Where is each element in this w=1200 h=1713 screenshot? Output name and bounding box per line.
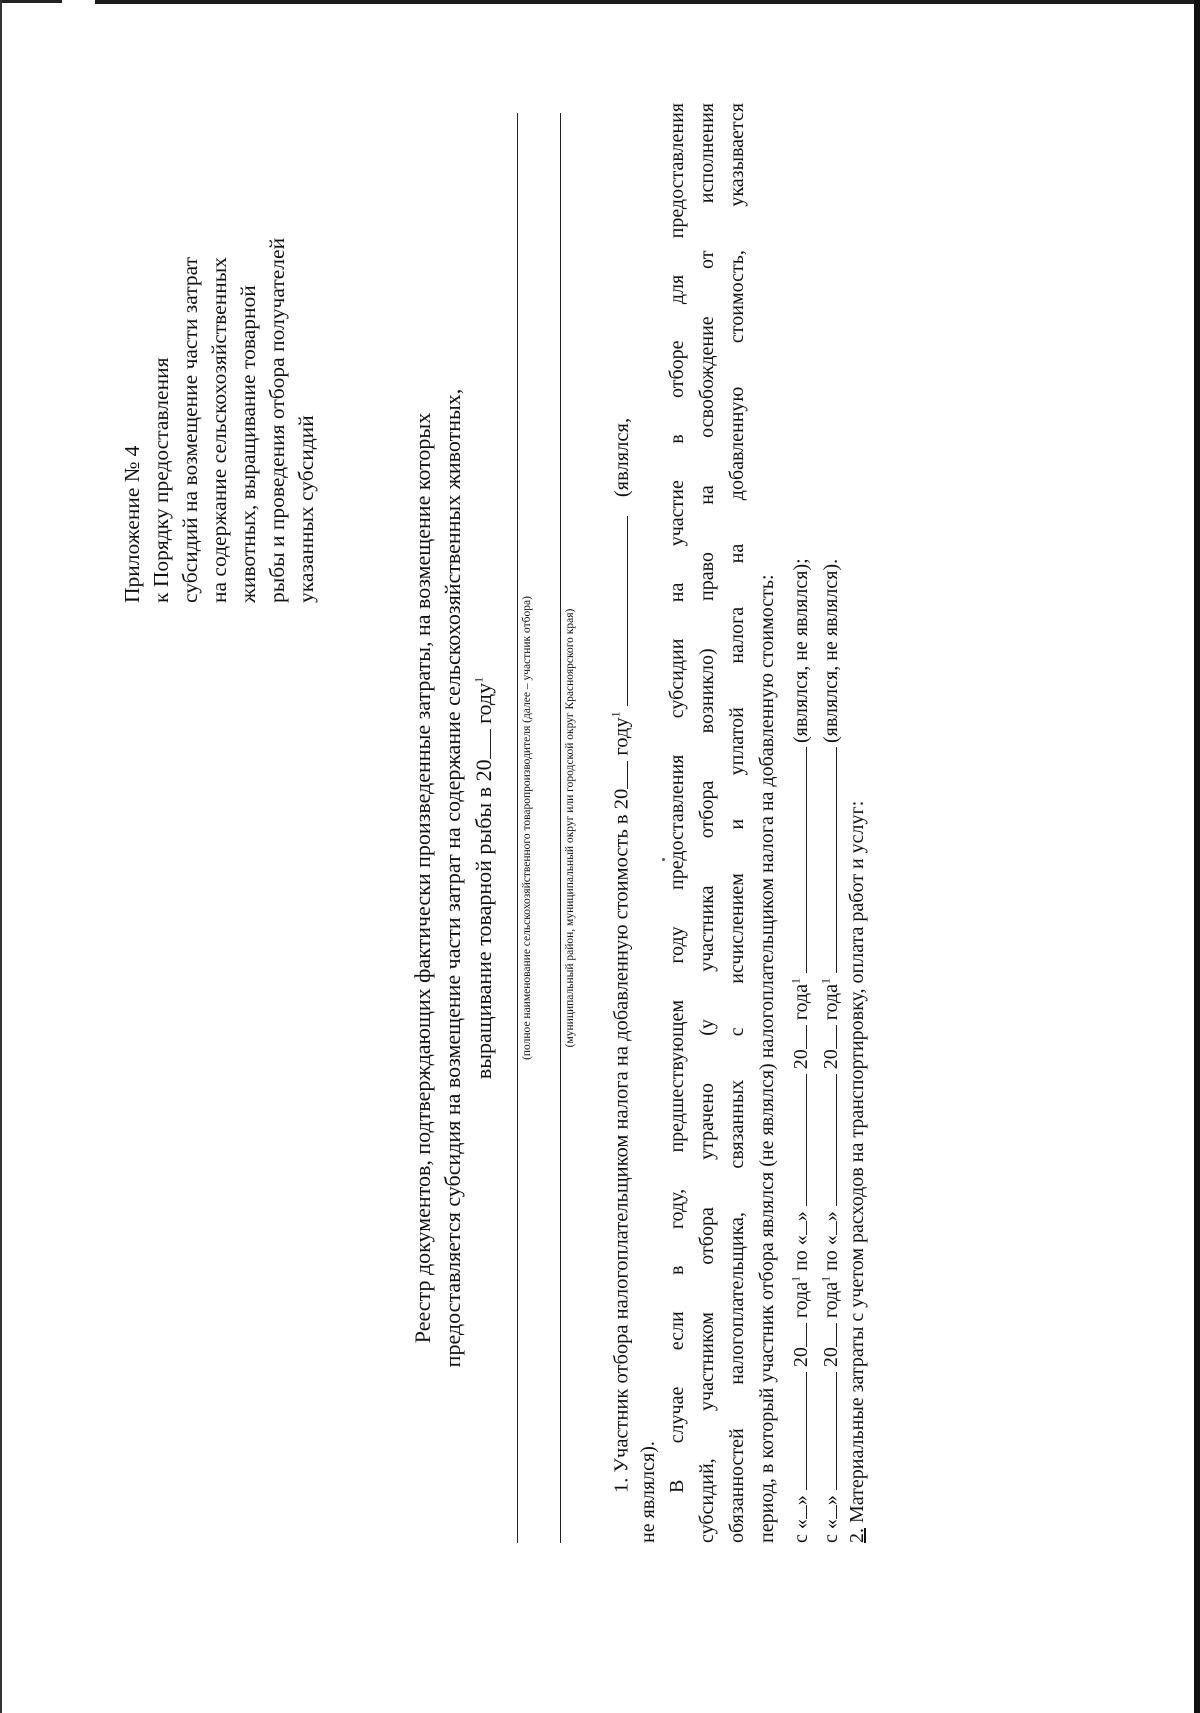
footnote-mark: 1 bbox=[818, 1275, 833, 1282]
year-blank bbox=[606, 761, 628, 789]
para2-line: обязанностей налогоплательщика, связанных с исчислением и уплатой налога на добавленную стоимость, указывается bbox=[726, 103, 748, 1543]
para2-line: субсидий, участником отбора утрачено (у участника отбора возникло) право на освобождение от исполнения bbox=[696, 103, 718, 1543]
period-status: (являлся, не являлся) bbox=[820, 563, 842, 744]
quote-close: » bbox=[820, 1495, 842, 1506]
title-year-word: году bbox=[471, 682, 496, 724]
appendix-line: животных, выращивание товарной bbox=[236, 285, 260, 603]
year-prefix: 20 bbox=[820, 1049, 842, 1070]
footnote-mark: 1 bbox=[788, 1275, 803, 1282]
title-year-prefix: выращивание товарной рыбы в 20 bbox=[471, 759, 496, 1080]
year-blank bbox=[786, 1025, 807, 1049]
year-prefix: 20 bbox=[790, 1347, 812, 1368]
status-blank bbox=[786, 747, 807, 973]
year-word: года bbox=[820, 984, 842, 1021]
para1-continuation: не являлся). bbox=[637, 1441, 659, 1543]
day-blank bbox=[816, 1505, 837, 1519]
year-word: года bbox=[820, 1281, 842, 1319]
year-prefix: 20 bbox=[820, 1347, 842, 1368]
title-line bbox=[468, 313, 499, 1443]
month-blank bbox=[786, 1074, 807, 1206]
appendix-number: Приложение № 4 bbox=[120, 445, 144, 603]
title-line: предоставляется субсидия на возмещение части затрат на содержание сельскохозяйственных животных, bbox=[440, 388, 465, 1368]
year-blank bbox=[786, 1323, 807, 1347]
para2-line: период, в который участник отбора являлся (не являлся) налогоплательщиком налога на добавленную стоимость: bbox=[756, 574, 778, 1543]
period-status: (являлся, не являлся) bbox=[790, 563, 812, 744]
para3-number: 2. bbox=[846, 1528, 868, 1543]
para1-year-word: году bbox=[610, 717, 633, 756]
quote-close: » bbox=[790, 1495, 812, 1506]
title-line: Реестр документов, подтверждающих фактически произведенные затраты, на возмещение которых bbox=[410, 412, 435, 1344]
vat-status-blank bbox=[606, 516, 628, 706]
participant-name-line bbox=[517, 113, 518, 1543]
status-blank bbox=[816, 747, 837, 973]
document-title bbox=[408, 313, 499, 1443]
day-blank bbox=[816, 1221, 837, 1235]
month-blank bbox=[816, 1074, 837, 1206]
footnote-mark: 1 bbox=[788, 978, 803, 985]
punctuation: ; bbox=[790, 558, 812, 564]
period-to-label: по « bbox=[820, 1235, 842, 1271]
participant-caption: (полное наименование сельскохозяйственного товаропроизводителя (далее – участник отбора) bbox=[521, 596, 533, 1060]
month-blank bbox=[786, 1372, 807, 1490]
year-blank bbox=[816, 1323, 837, 1347]
year-blank bbox=[468, 729, 491, 759]
district-line bbox=[560, 113, 561, 1543]
para3-text: Материальные затраты с учетом расходов на транспортировку, оплата работ и услуг: bbox=[846, 800, 868, 1523]
year-word: года bbox=[790, 984, 812, 1021]
para1-line bbox=[606, 418, 634, 1493]
month-blank bbox=[816, 1372, 837, 1490]
punctuation: . bbox=[820, 558, 842, 564]
para1-text: 1. Участник отбора налогоплательщиком налога на добавленную стоимость в 20 bbox=[610, 788, 633, 1493]
para2-line: В случае если в году, предшествующем году предоставления субсидии на участие в отборе для предоставления bbox=[666, 103, 688, 1493]
period-to-label: по « bbox=[790, 1235, 812, 1271]
period-from-label: с « bbox=[820, 1519, 842, 1543]
year-blank bbox=[816, 1025, 837, 1049]
quote-close: » bbox=[820, 1211, 842, 1222]
para3-line bbox=[846, 801, 869, 1543]
appendix-line: указанных субсидий bbox=[294, 415, 318, 603]
year-prefix: 20 bbox=[790, 1049, 812, 1070]
footnote-mark: 1 bbox=[471, 676, 486, 683]
footnote-mark: 1 bbox=[818, 978, 833, 985]
day-blank bbox=[786, 1505, 807, 1519]
appendix-line: на содержание сельскохозяйственных bbox=[207, 257, 231, 603]
period-row bbox=[816, 559, 843, 1543]
period-from-label: с « bbox=[790, 1519, 812, 1543]
year-word: года bbox=[790, 1281, 812, 1319]
appendix-line: рыбы и проведения отбора получателей bbox=[265, 237, 289, 603]
appendix-header bbox=[118, 3, 321, 603]
district-caption: (муниципальный район, муниципальный округ или городской округ Красноярского края) bbox=[564, 608, 576, 1048]
appendix-line: к Порядку предоставления bbox=[149, 357, 173, 603]
para1-status: (являлся, bbox=[610, 417, 633, 498]
period-row bbox=[786, 558, 813, 1543]
appendix-line: субсидий на возмещение части затрат bbox=[178, 256, 202, 603]
quote-close: » bbox=[790, 1211, 812, 1222]
footnote-mark: 1 bbox=[608, 711, 623, 718]
day-blank bbox=[786, 1221, 807, 1235]
